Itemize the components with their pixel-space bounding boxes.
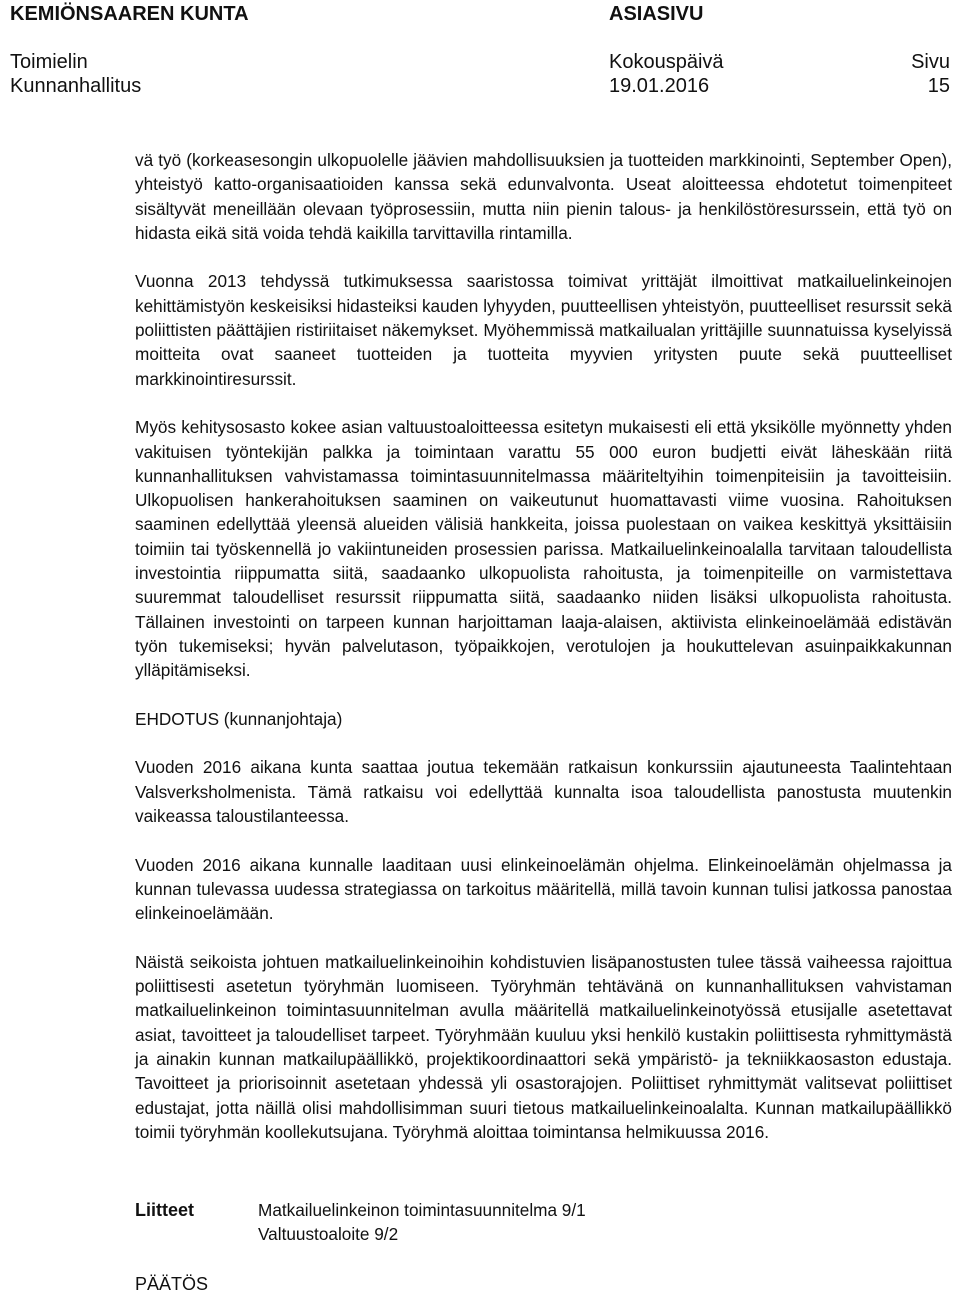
paragraph-valsverksholmen: Vuoden 2016 aikana kunta saattaa joutua tekemään ratkaisun konkurssiin ajautuneesta Taalintehtaan Valsverksholmenista. Tämä ratkaisu voi edellyttää kunnalta isoa taloudellista panostusta muutenkin vaikeassa taloustilanteessa. [135,757,952,827]
attachments-label: Liitteet [135,1200,195,1220]
date-value: 19.01.2016 [609,75,710,97]
page-number: 15 [927,75,950,97]
attachments-section [135,1198,952,1248]
header-title-row [10,2,950,26]
header-value-row [10,74,950,98]
organization-name: KEMIÖNSAAREN KUNTA [10,3,249,25]
page-header [10,0,950,100]
decision-heading: PÄÄTÖS [135,1274,209,1294]
page-label: Sivu [911,51,950,73]
attachment-item-1: Matkailuelinkeinon toimintasuunnitelma 9/1 [258,1200,586,1220]
paragraph-business-program: Vuoden 2016 aikana kunnalle laaditaan uusi elinkeinoelämän ohjelma. Elinkeinoelämän ohjelmassa ja kunnan tulevassa uudessa strategiassa on tarkoitus määritellä, millä tavoin kunnan tulisi jatkossa panostaa elinkeinoelämään. [135,854,952,924]
document-body [135,148,952,1168]
body-value: Kunnanhallitus [10,75,142,97]
attachment-item-2: Valtuustoaloite 9/2 [258,1224,399,1245]
paragraph-development-department: Myös kehitysosasto kokee asian valtuustoaloitteessa esitetyn mukaisesti eli että yksikölle myönnetty yhden vakituisen työntekijän palkka ja toimintaan varattu 55 000 euron budjetti eivät läheskään riitä kunnanhallituksen vahvistamassa toimintasuunnitelmassa määriteltyihin toimenpiteisiin ja tavoitteisiin. Ulkopuolisen hankerahoituksen saaminen on vaikeutunut huomattavasti viime vuosina. Rahoituksen saaminen edellyttää yleensä alueiden välisiä hankkeita, joissa puolestaan on vaikea keskittyä yksittäisiin toimiin tai työskennellä jo vakiintuneiden prosessien parissa. Matkailuelinkeinoalalla tarvitaan taloudellista investointia riippumatta siitä, saadaanko ulkopuolista rahoitusta, ja toimenpiteille on varmistettava suuremmat taloudelliset resurssit riippumatta siitä, saadaanko niiden lisäksi ulkopuolista rahoitusta. Tällainen investointi on tarpeen kunnan harjoittaman laaja-alaisen, aktiivista elinkeinoelämää edistävän työn tukemiseksi; hyvän palvelutason, työpaikkojen, verotulojen ja houkuttelevan asuinpaikkakunnan ylläpitämiseksi. [135,417,952,681]
proposal-heading: EHDOTUS (kunnanjohtaja) [135,708,343,729]
date-label: Kokouspäivä [609,51,724,73]
paragraph-working-group: Näistä seikoista johtuen matkailuelinkeinoihin kohdistuvien lisäpanostusten tulee tässä vaiheessa rajoittua poliittisesti asetetun työryhmän luomiseen. Työryhmän tehtävänä on kunnanhallituksen vahvistaman matkailuelinkeinon toimintasuunnitelman avulla määritellä matkailuelinkeinotyössä etusijalle asetettavat asiat, tavoitteet ja taloudelliset tarpeet. Työryhmään kuuluu yksi henkilö kustakin poliittisesta ryhmittymästä ja ainakin kunnan matkailupäällikkö, projektikoordinaattori sekä ympäristö- ja tekniikkaosaston edustaja. Tavoitteet ja priorisoinnit asetetaan yhdessä yli osastorajojen. Poliittiset ryhmittymät valitsevat poliittiset edustajat, jotta näillä olisi mahdollisimman suuri tietous matkailuelinkeinoalalta. Kunnan matkailupäällikkö toimii työryhmän koollekutsujana. Työryhmä aloittaa toimintansa helmikuussa 2016. [135,951,952,1142]
paragraph-continuation: vä työ (korkeasesongin ulkopuolelle jäävien mahdollisuuksien ja tuotteiden markkinointi, September Open), yhteistyö katto-organisaatioiden kanssa sekä edunvalvonta. Useat aloitteessa ehdotetut toimenpiteet sisältyvät meneillään olevaan työprosessiin, mutta niin pienin talous- ja henkilöstöresurssein, että työ on hidasta eikä sitä voida tehdä kaikilla tarvittavilla rintamilla. [135,150,952,243]
body-label: Toimielin [10,51,88,73]
paragraph-survey-2013: Vuonna 2013 tehdyssä tutkimuksessa saaristossa toimivat yrittäjät ilmoittivat matkailuelinkeinojen kehittämistyön keskeisiksi hidasteiksi kauden lyhyyden, puutteellisen yhteistyön, puutteelliset resurssit sekä poliittisten päättäjien ristiriitaiset näkemykset. Myöhemmissä matkailualan yrittäjille suunnatuissa kyselyissä moitteita ovat saaneet tuotteiden ja tuotteita myyvien yritysten puute sekä puutteelliset markkinointiresurssit. [135,271,952,389]
header-label-row [10,50,950,74]
document-type: ASIASIVU [609,3,704,25]
attachments-list [258,1198,586,1247]
